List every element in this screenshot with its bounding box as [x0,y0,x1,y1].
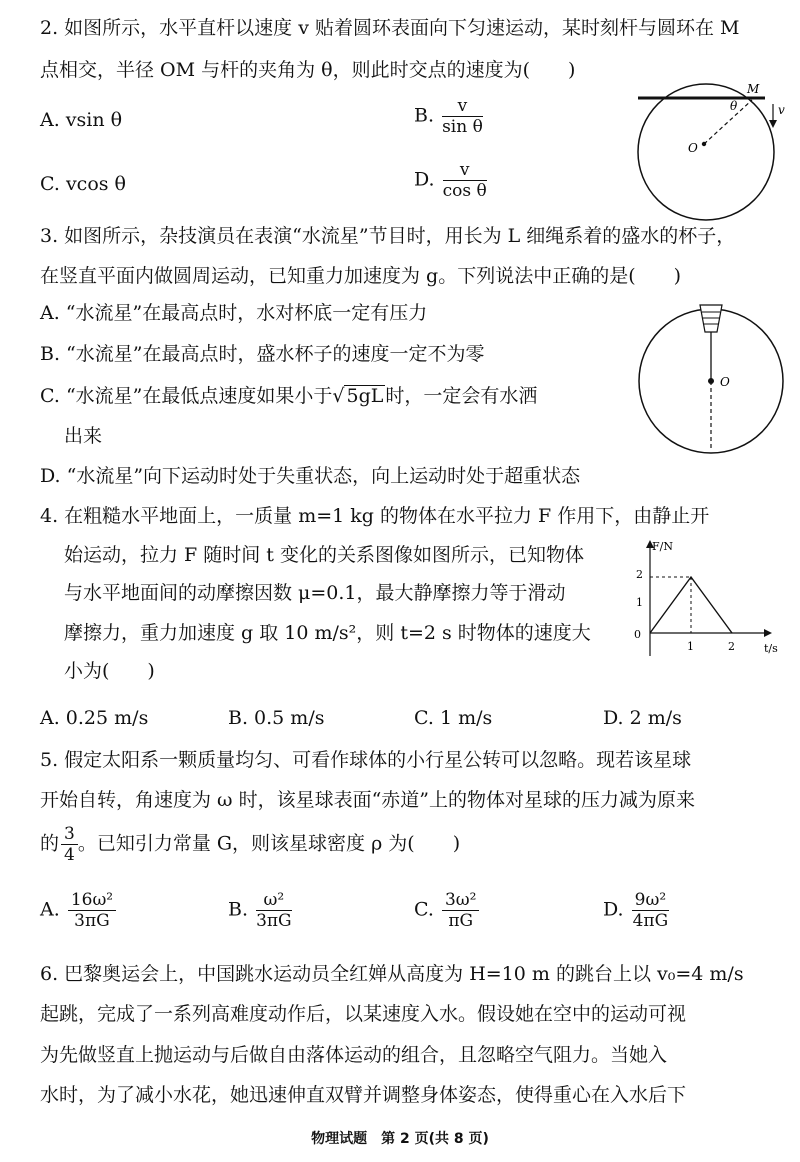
q3-vertical-circle-figure [636,298,786,458]
q3-option-a: A. “水流星”在最高点时，水对杯底一定有压力 [40,302,428,324]
q2-option-b: B. $\frac{v}{\text{sin θ}}$ [414,96,483,137]
q3-option-c: C. “水流星”在最低点速度如果小于√ 5gL 时，一定会有水洒 [40,385,538,407]
q6-stem-line4: 水时，为了减小水花，她迅速伸直双臂并调整身体姿态，使得重心在入水后下 [40,1084,687,1106]
q3-stem-line2: 在竖直平面内做圆周运动，已知重力加速度为 g。下列说法中正确的是( ) [40,265,682,287]
origin-label: 0 [634,628,641,641]
label-v: v [778,103,785,117]
q3-option-c-continued: 出来 [64,425,103,447]
y-tick-label: 1 [636,596,643,609]
q5-option-d: D. $\frac{\text{9ω²}}{4\pi G}$ [603,890,669,931]
ring-circle [638,84,774,220]
q2-ring-figure [630,80,800,225]
q3-stem-line1: 3. 如图所示，杂技演员在表演“水流星”节目时，用长为 L 细绳系着的盛水的杯子， [40,225,736,247]
q6-stem-line3: 为先做竖直上抛运动与后做自由落体运动的组合，且忽略空气阻力。当她入 [40,1044,668,1066]
q2-option-a: A. vsin θ [40,109,123,131]
y-axis-label: F/N [652,540,673,553]
y-tick-label: 2 [636,568,643,581]
q4-stem-line3: 与水平地面间的动摩擦因数 μ=0.1，最大静摩擦力等于滑动 [64,582,566,604]
q5-stem-line1: 5. 假定太阳系一颗质量均匀、可看作球体的小行星公转可以忽略。现若该星球 [40,749,692,771]
q2-stem-line2: 点相交，半径 OM 与杆的夹角为 θ，则此时交点的速度为( ) [40,59,576,81]
q5-option-b: B. $\frac{\text{ω²}}{3\pi G}$ [228,890,292,931]
q3-option-d: D. “水流星”向下运动时处于失重状态，向上运动时处于超重状态 [40,465,581,487]
q5-option-c: C. $\frac{\text{3ω²}}{\pi G}$ [414,890,479,931]
q3-option-b: B. “水流星”在最高点时，盛水杯子的速度一定不为零 [40,343,485,365]
q4-stem-line5: 小为( ) [64,660,155,682]
q5-option-a: A. $\frac{\text{16ω²}}{3\pi G}$ [40,890,116,931]
q4-option-b: B. 0.5 m/s [228,707,325,729]
q4-stem-line2: 始运动，拉力 F 随时间 t 变化的关系图像如图所示，已知物体 [64,544,584,566]
arrowhead [769,120,777,128]
center-dot [702,142,706,146]
radius-om [704,100,752,144]
q4-force-time-graph [618,534,788,669]
label-m: M [747,82,760,96]
q5-stem-line3: 的 $\frac{3}{4}$ 。已知引力常量 G，则该星球密度 ρ 为( ) [40,824,461,865]
x-axis-arrow [764,629,772,637]
label-o: O [720,375,730,389]
q5-stem-line2: 开始自转，角速度为 ω 时，该星球表面“赤道”上的物体对星球的压力减为原来 [40,789,696,811]
x-tick-label: 2 [728,640,735,653]
center-dot [708,378,714,384]
label-o: O [688,141,698,155]
q6-stem-line2: 起跳，完成了一系列高难度动作后，以某速度入水。假设她在空中的运动可视 [40,1003,687,1025]
q4-stem-line4: 摩擦力，重力加速度 g 取 10 m/s²，则 t=2 s 时物体的速度大 [64,622,591,644]
q4-stem-line1: 4. 在粗糙水平地面上，一质量 m=1 kg 的物体在水平拉力 F 作用下，由静止开 [40,505,710,527]
q4-option-d: D. 2 m/s [603,707,682,729]
label-theta: θ [730,99,738,113]
q6-stem-line1: 6. 巴黎奥运会上，中国跳水运动员全红婵从高度为 H=10 m 的跳台上以 v₀=4 m/s [40,963,744,985]
page-footer: 物理试题 第 2 页(共 8 页) [311,1131,489,1147]
q2-option-d: D. $\frac{v}{\text{cos θ}}$ [414,160,487,201]
x-tick-label: 1 [687,640,694,653]
q2-stem-line1: 2. 如图所示，水平直杆以速度 v 贴着圆环表面向下匀速运动，某时刻杆与圆环在 M [40,17,740,39]
x-axis-label: t/s [764,642,778,655]
q2-option-c: C. vcos θ [40,173,126,195]
q4-option-c: C. 1 m/s [414,707,493,729]
q4-option-a: A. 0.25 m/s [40,707,149,729]
